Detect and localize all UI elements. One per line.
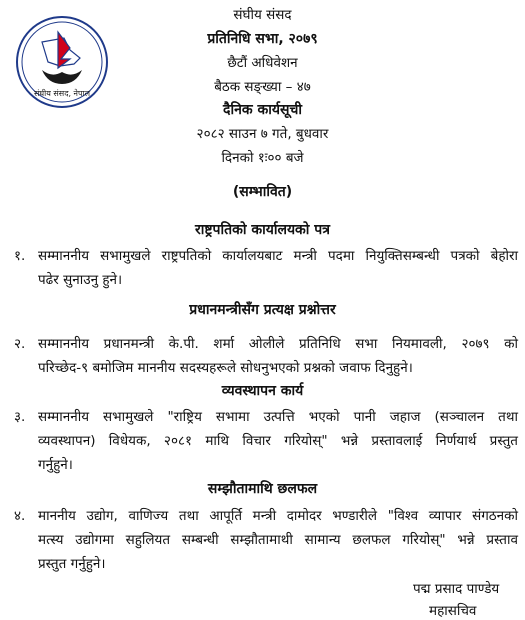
section-title-1: राष्ट्रपतिको कार्यालयको पत्र xyxy=(194,222,330,238)
parliament-name: संघीय संसद xyxy=(233,7,292,23)
item-number-3: ३. xyxy=(14,409,26,425)
agenda-date: २०८२ साउन ७ गते, बुधवार xyxy=(196,126,329,142)
section-title-4: सम्झौतामाथि छलफल xyxy=(207,481,318,497)
meeting-number: बैठक सङ्ख्या – ४७ xyxy=(214,79,311,95)
item-4-line: प्रस्तुत गर्नुहुने। xyxy=(38,556,106,572)
item-number-1: १. xyxy=(14,248,26,264)
item-number-4: ४. xyxy=(14,508,26,524)
house-name: प्रतिनिधि सभा, २०७९ xyxy=(207,31,318,47)
logo-caption: संघीय संसद, नेपाल xyxy=(33,89,91,98)
item-text-2 xyxy=(38,332,518,380)
session: छैटौं अधिवेशन xyxy=(227,55,298,71)
signatory-designation: महासचिव xyxy=(429,603,477,619)
item-1-line: सम्माननीय सभामुखले राष्ट्रपतिको कार्यालयबाट मन्त्री पदमा नियुक्तिसम्बन्धी पत्रको बेहोरा xyxy=(38,248,518,264)
item-text-4 xyxy=(38,504,518,576)
item-number-2: २. xyxy=(14,336,26,352)
item-2-line: सम्माननीय प्रधानमन्त्री के.पी. शर्मा ओलीले प्रतिनिधि सभा नियमावली, २०७९ को xyxy=(38,336,518,352)
section-title-2: प्रधानमन्त्रीसँग प्रत्यक्ष प्रश्नोत्तर xyxy=(189,302,336,318)
agenda-title: दैनिक कार्यसूची xyxy=(223,102,302,118)
item-4-line: मत्स्य उद्योगमा सहुलियत सम्बन्धी सम्झौतामाथी सामान्य छलफल गरियोस्" भन्ने प्रस्ताव xyxy=(38,532,518,548)
item-2-line: परिच्छेद-९ बमोजिम माननीय सदस्यहरूले सोधनुभएको प्रश्नको जवाफ दिनुहुने। xyxy=(38,360,413,376)
item-text-1 xyxy=(38,244,518,292)
agenda-time: दिनको १ः०० बजे xyxy=(221,150,304,166)
item-3-line: गर्नुहुने। xyxy=(38,457,73,473)
item-3-line: सम्माननीय सभामुखले "राष्ट्रिय सभामा उत्पत्ति भएको पानी जहाज (सञ्चालन तथा xyxy=(38,409,518,425)
item-3-line: व्यवस्थापन) विधेयक, २०८१ माथि विचार गरियोस्" भन्ने प्रस्तावलाई निर्णयार्थ प्रस्तुत xyxy=(38,433,518,449)
item-1-line: पढेर सुनाउनु हुने। xyxy=(38,272,123,288)
item-text-3 xyxy=(38,405,518,477)
status-label: (सम्भावित) xyxy=(232,184,293,200)
item-4-line: माननीय उद्योग, वाणिज्य तथा आपूर्ति मन्त्री दामोदर भण्डारीले "विश्व व्यापार संगठनको xyxy=(38,508,518,524)
section-title-3: व्यवस्थापन कार्य xyxy=(221,383,304,399)
signatory-name: पद्म प्रसाद पाण्डेय xyxy=(413,581,500,597)
